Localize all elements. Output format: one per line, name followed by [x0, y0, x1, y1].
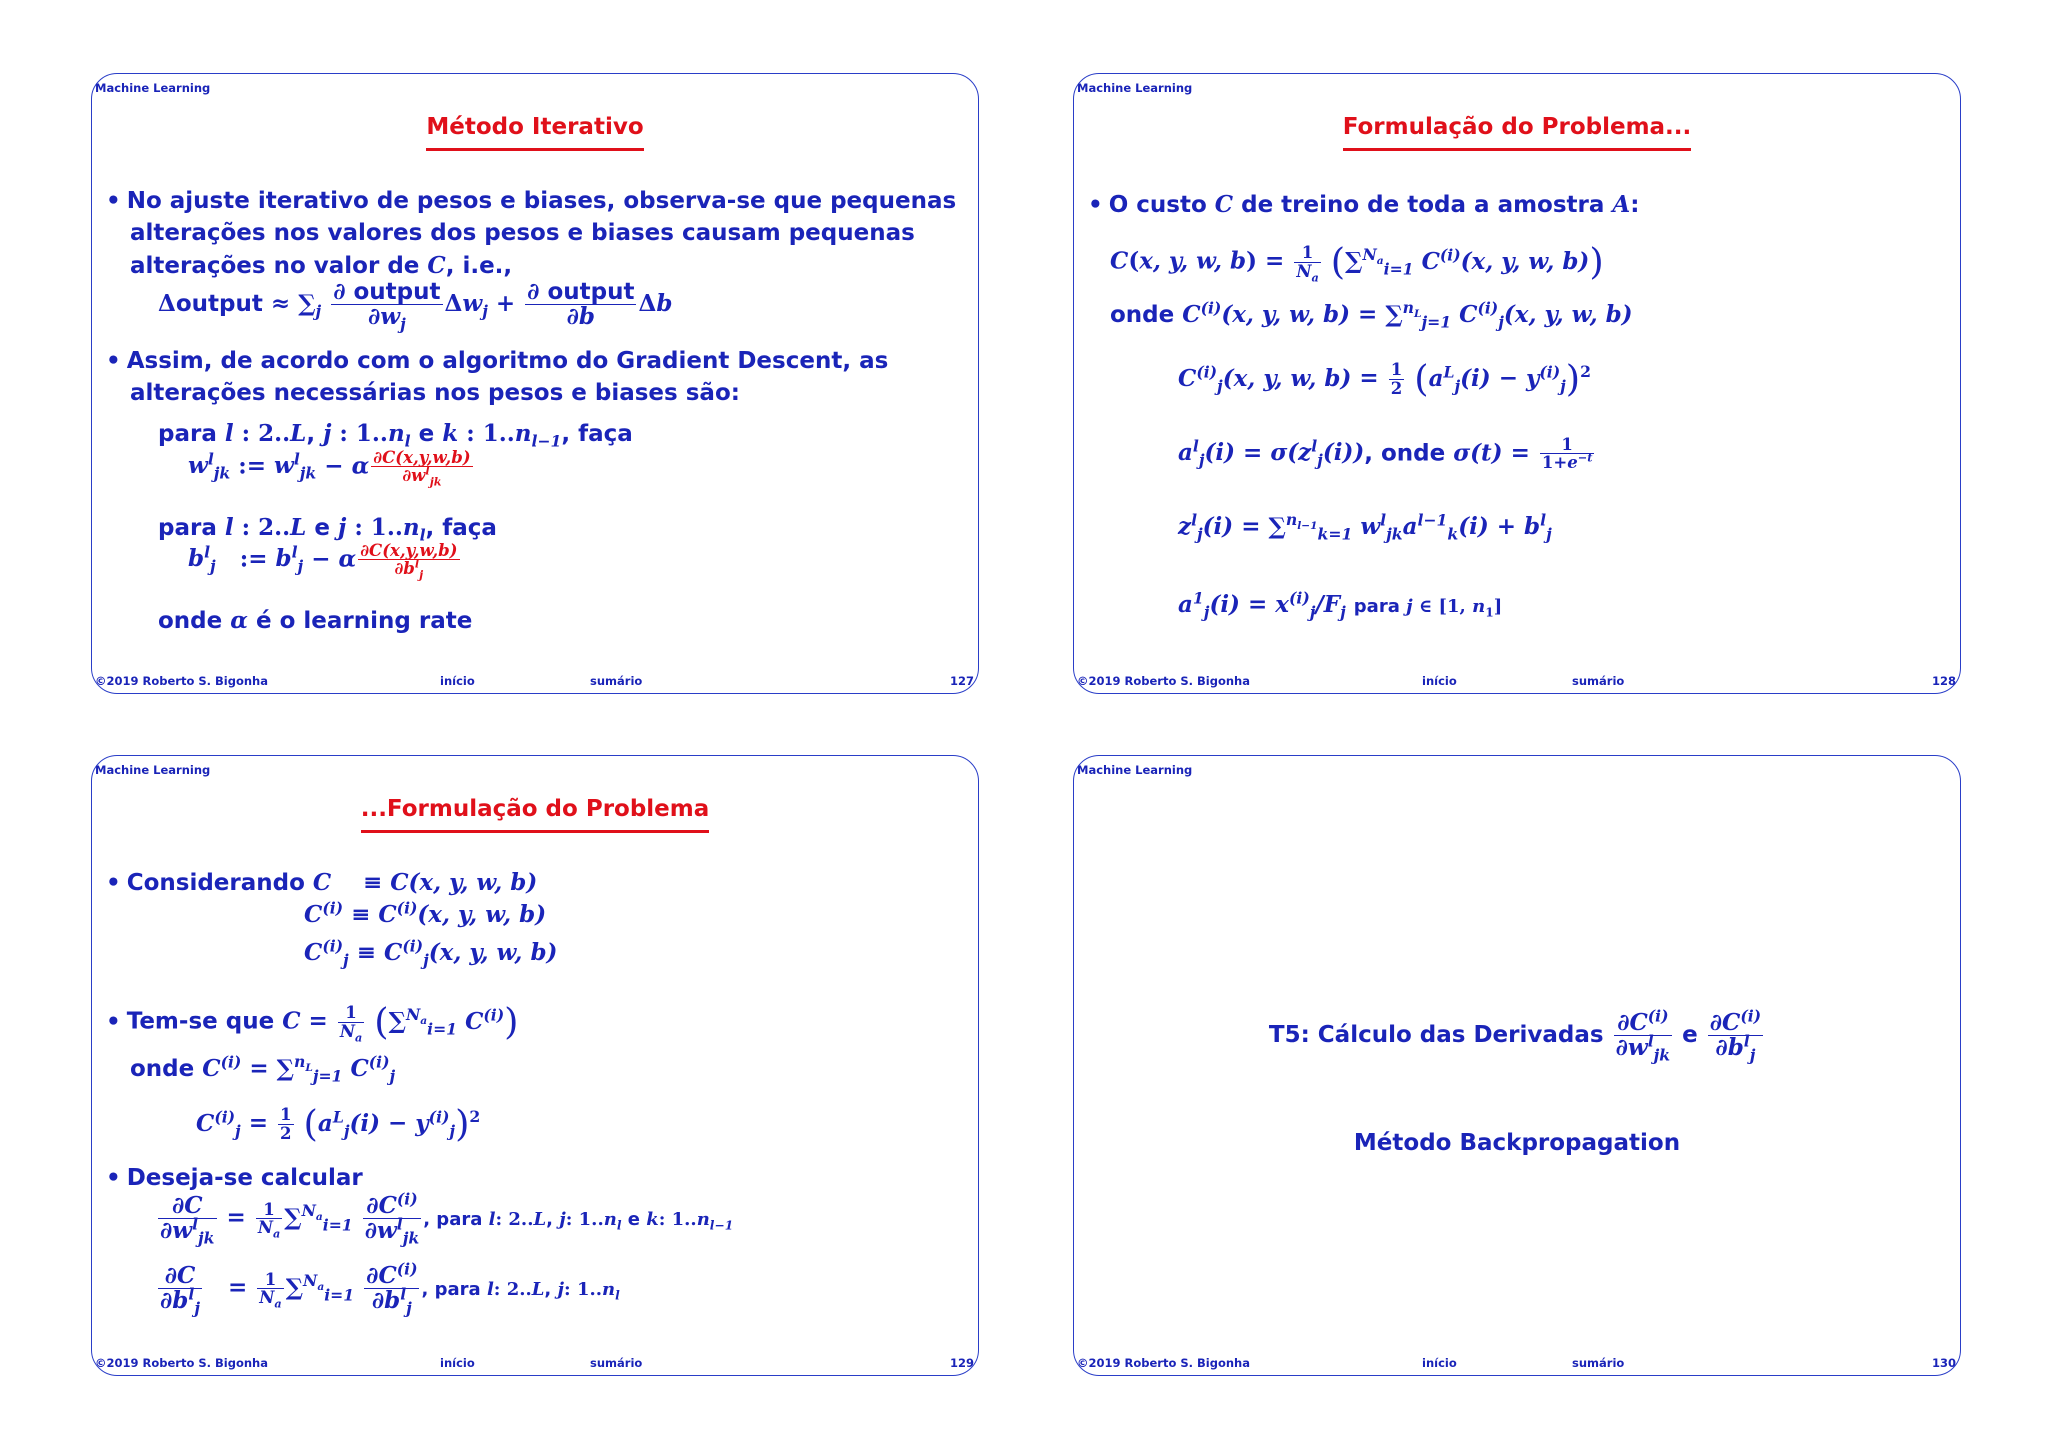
- slide-header: Machine Learning: [1077, 81, 1193, 95]
- sumario-link[interactable]: sumário: [1572, 1356, 1625, 1370]
- inicio-link[interactable]: início: [1422, 1356, 1457, 1370]
- bullet-line: alterações no valor de C, i.e.,: [130, 252, 513, 279]
- sumario-link[interactable]: sumário: [590, 674, 643, 688]
- slide-129: [91, 755, 979, 1376]
- slide-header: Machine Learning: [95, 763, 211, 777]
- section-title: T5: Cálculo das Derivadas $\frac{\partial C^{(i)}}{\partial w^l_{jk}}$ e $\frac{\partial C^{(i)}}{\partial b^l_j}$: [1268, 1006, 1762, 1065]
- learning-rate-line: onde α é o learning rate: [158, 607, 473, 634]
- formula-cost-neuron: $C^{(i)}_j$ = $\frac{1}{2}$ $(a^L_j(i) - y^{(i)}_j)^2$: [196, 1102, 481, 1145]
- bullet-line: alterações necessárias nos pesos e biases são:: [130, 380, 740, 406]
- slide-title: Formulação do Problema...: [1343, 114, 1692, 151]
- definition-line: $C^{(i)}_j \equiv C^{(i)}_j(x$, y, w, b): [304, 936, 558, 970]
- slide-130: [1073, 755, 1961, 1376]
- slide-footer: ©2019 Roberto S. Bigonha início sumário 127: [95, 674, 974, 688]
- loop-weights: para l : 2..L, j : $1..n_l$ e k : $1..n_{l-1}$, faça: [158, 420, 633, 451]
- section-subtitle: Método Backpropagation: [1353, 1130, 1681, 1156]
- formula-cost-total: C(x, y, w, b) = $\frac{1}{N_a}$ (∑$^{N_a}_{i=1}$ $C^{(i)}(x$, y, w, b)): [1110, 240, 1604, 285]
- slide-body: [92, 74, 978, 693]
- formula-dc-db: $\frac{\partial C}{\partial b^l_j}$ = $\frac{1}{N_a}$ ∑$^{N_a}_{i=1}$ $\frac{\partial C^{(i)}}{\partial b^l_j}$ , para l: 2..L, j: $1..n_l$: [160, 1259, 620, 1318]
- definition-line: • Considerando C ≡ C(x, y, w, b): [106, 869, 538, 896]
- formula-weighted-input: $z^l_j(i) = \sum^{n_{l-1}}_{k=1}$ $w^l_{jk}a^{l-1}_k(i) + b^l_j$: [1178, 510, 1552, 544]
- inicio-link[interactable]: início: [440, 674, 475, 688]
- slide-header: Machine Learning: [1077, 763, 1193, 777]
- formula-cost-total: • Tem-se que C = $\frac{1}{N_a}$ (∑$^{N_a}_{i=1}$ $C^{(i)}$): [106, 1000, 519, 1045]
- slide-127: [91, 73, 979, 694]
- bullet-line: • O custo C de treino de toda a amostra A:: [1088, 191, 1640, 218]
- slide-body: [1074, 74, 1960, 693]
- bullet-line: • Deseja-se calcular: [106, 1165, 363, 1191]
- slide-footer: ©2019 Roberto S. Bigonha início sumário 129: [95, 1356, 974, 1370]
- slide-128: [1073, 73, 1961, 694]
- bullet-line: alterações nos valores dos pesos e biases causam pequenas: [130, 220, 915, 246]
- formula-bias-update: $b^l_j$ := $b^l_j - \alpha$ $\frac{\partial C(x,y,w,b)}{\partial b^l_j}$: [188, 540, 458, 582]
- sumario-link[interactable]: sumário: [590, 1356, 643, 1370]
- slide-footer: ©2019 Roberto S. Bigonha início sumário 128: [1077, 674, 1956, 688]
- formula-cost-sample: onde $C^{(i)} = \sum^{n_L}_{j=1}$ $C^{(i)}_j$: [130, 1052, 396, 1086]
- loop-biases: para l : 2..L e j : $1..n_l$, faça: [158, 514, 497, 545]
- definition-line: $C^{(i)} \equiv C^{(i)}(x$, y, w, b): [304, 898, 547, 928]
- formula-cost-neuron: $C^{(i)}_j(x$, y, w, b) = $\frac{1}{2}$ $(a^L_j(i) - y^{(i)}_j)^2$: [1178, 357, 1591, 400]
- page-number: 128: [1931, 674, 1956, 688]
- formula-input-layer: $a^1_j(i) = x^{(i)}_j/F_j$ para j ∈ [1, $n_1$]: [1178, 588, 1503, 622]
- slide-title: ...Formulação do Problema: [361, 796, 710, 833]
- bullet-line: • No ajuste iterativo de pesos e biases, observa-se que pequenas: [106, 188, 957, 214]
- inicio-link[interactable]: início: [440, 1356, 475, 1370]
- slide-title: Método Iterativo: [426, 114, 643, 151]
- formula-cost-sample: onde $C^{(i)}(x$, y, w, b) = ∑$^{n_L}_{j=1}$ $C^{(i)}_j(x$, y, w, b): [1110, 298, 1633, 332]
- slide-body: [92, 756, 978, 1375]
- bullet-line: • Assim, de acordo com o algoritmo do Gradient Descent, as: [106, 348, 889, 374]
- inicio-link[interactable]: início: [1422, 674, 1457, 688]
- slide-footer: ©2019 Roberto S. Bigonha início sumário 130: [1077, 1356, 1956, 1370]
- slide-header: Machine Learning: [95, 81, 211, 95]
- page-number: 130: [1931, 1356, 1956, 1370]
- formula-delta-output: Δoutput ≈ $\sum_j$ $\frac{\text{∂ output}}{\partial w_j}$ $\Delta w_j$ + $\frac{\text{∂ output}}{\partial b}$ Δb: [158, 278, 673, 334]
- sumario-link[interactable]: sumário: [1572, 674, 1625, 688]
- page-number: 127: [949, 674, 974, 688]
- formula-activation: $a^l_j(i) = \sigma(z^l_j(i))$, onde σ(t) = $\frac{1}{1+e^{-t}}$: [1178, 434, 1593, 473]
- slide-body: [1074, 756, 1960, 1375]
- formula-dc-dw: $\frac{\partial C}{\partial w^l_{jk}}$ = $\frac{1}{N_a}$ ∑$^{N_a}_{i=1}$ $\frac{\partial C^{(i)}}{\partial w^l_{jk}}$ , para l: 2..L, j: $1..n_l$ e k: $1..n_{l-1}$: [160, 1189, 734, 1248]
- page-number: 129: [949, 1356, 974, 1370]
- formula-weight-update: $w^l_{jk}$ := $w^l_{jk} - \alpha$ $\frac{\partial C(x,y,w,b)}{\partial w^l_{jk}}$: [188, 447, 471, 489]
